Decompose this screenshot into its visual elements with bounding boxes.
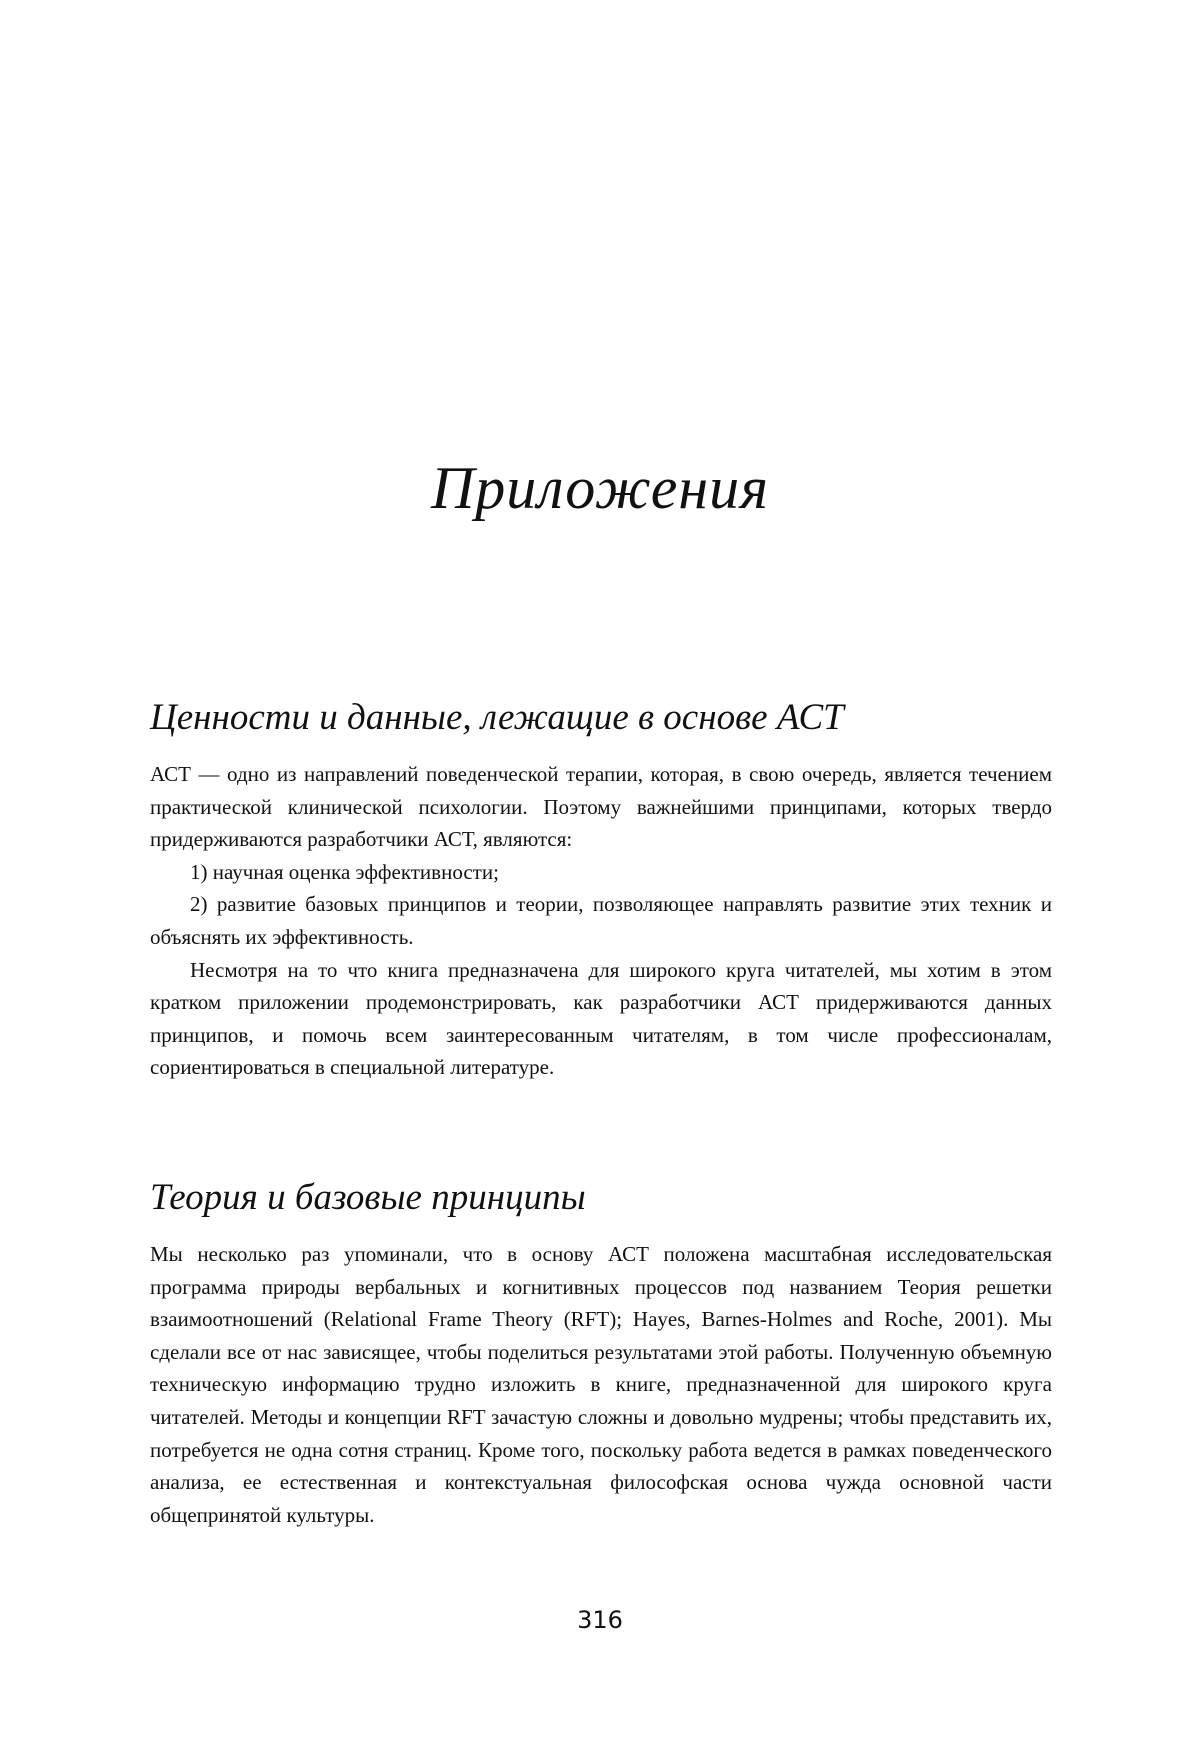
list-item: 1) научная оценка эффективности; [150, 856, 1052, 889]
book-page [0, 0, 1200, 1742]
paragraph: АСТ — одно из направлений поведенческой терапии, которая, в свою очередь, является течением практической клинической психологии. Поэтому важнейшими принципами, которых твердо придерживаются разработчики АСТ, являются: [150, 758, 1052, 856]
section-title: Теория и базовые принципы [150, 1170, 1052, 1226]
page-number: 316 [0, 1605, 1200, 1635]
section-values-and-data [150, 690, 1052, 1084]
chapter-title: Приложения [0, 448, 1200, 528]
paragraph: Несмотря на то что книга предназначена для широкого круга читателей, мы хотим в этом кратком приложении продемонстрировать, как разработчики АСТ придерживаются данных принципов, и помочь всем заинтересованным читателям, в том числе профессионалам, сориентироваться в специальной литературе. [150, 954, 1052, 1084]
list-item: 2) развитие базовых принципов и теории, позволяющее направлять развитие этих техник и объяснять их эффективность. [150, 888, 1052, 953]
section-theory-and-principles [150, 1170, 1052, 1531]
section-title: Ценности и данные, лежащие в основе АСТ [150, 690, 1052, 746]
paragraph: Мы несколько раз упоминали, что в основу АСТ положена масштабная исследовательская программа природы вербальных и когнитивных процессов под названием Теория решетки взаимоотношений (Relational Frame Theory (RFT); Hayes, Barnes-Holmes and Roche, 2001). Мы сделали все от нас зависящее, чтобы поделиться результатами этой работы. Полученную объемную техническую информацию трудно изложить в книге, предназначенной для широкого круга читателей. Методы и концепции RFT зачастую сложны и довольно мудрены; чтобы представить их, потребуется не одна сотня страниц. Кроме того, поскольку работа ведется в рамках поведенческого анализа, ее естественная и контекстуальная философская основа чужда основной части общепринятой культуры. [150, 1238, 1052, 1531]
